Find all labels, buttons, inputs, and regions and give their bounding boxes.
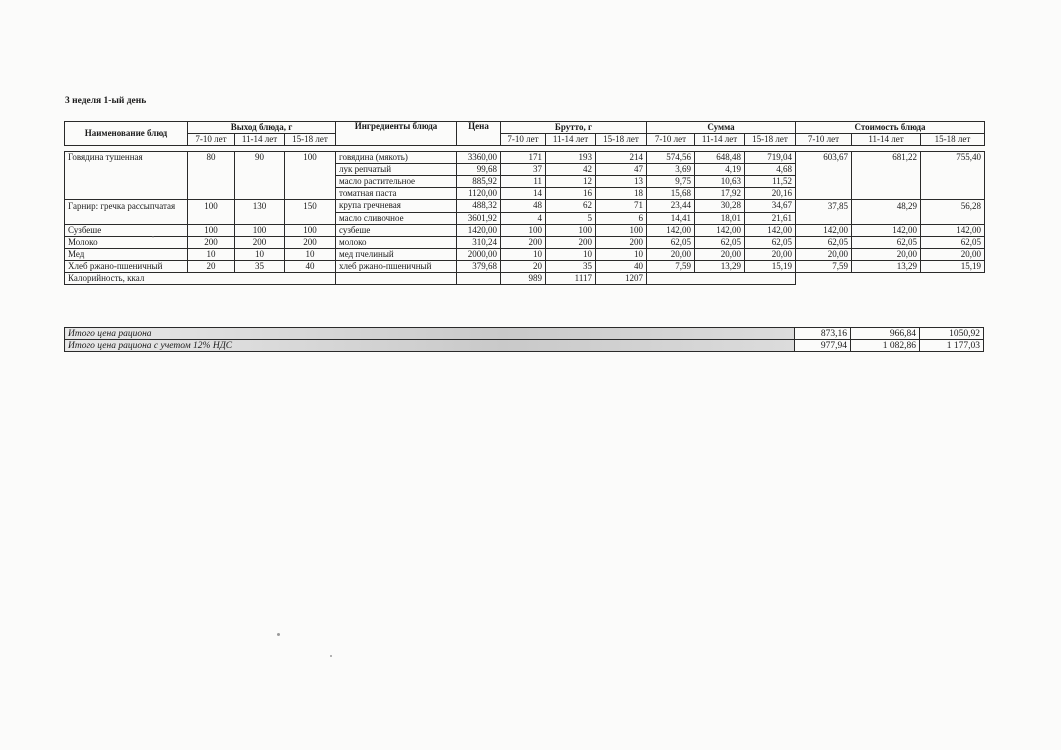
sum-cell: 10,63	[695, 176, 745, 188]
yield-cell: 100	[285, 224, 336, 236]
dish-name-cell	[65, 212, 188, 224]
age-group-header: 11-14 лет	[546, 134, 596, 146]
sum-cell: 574,56	[647, 152, 695, 164]
header-yield: Выход блюда, г	[188, 122, 336, 134]
gross-cell: 10	[546, 248, 596, 260]
age-group-header: 11-14 лет	[695, 134, 745, 146]
header-price: Цена	[457, 122, 501, 146]
gross-cell: 200	[501, 236, 546, 248]
yield-cell: 150	[285, 200, 336, 213]
sum-cell: 4,19	[695, 164, 745, 176]
age-group-header: 11-14 лет	[852, 134, 921, 146]
price-cell: 379,68	[457, 260, 501, 272]
cost-cell	[796, 176, 852, 188]
gross-cell: 12	[546, 176, 596, 188]
price-cell: 99,68	[457, 164, 501, 176]
gross-cell: 4	[501, 212, 546, 224]
yield-cell	[235, 164, 285, 176]
calories-value: 989	[501, 272, 546, 284]
header-sum: Сумма	[647, 122, 796, 134]
gross-cell: 14	[501, 188, 546, 200]
gross-cell: 200	[546, 236, 596, 248]
total-value: 966,84	[851, 328, 920, 340]
total-value: 1 177,03	[920, 340, 984, 352]
calories-empty-cell	[796, 272, 985, 284]
yield-cell	[235, 188, 285, 200]
gross-cell: 193	[546, 152, 596, 164]
total-value: 1050,92	[920, 328, 984, 340]
dish-name-cell	[65, 176, 188, 188]
age-group-header: 15-18 лет	[921, 134, 985, 146]
sum-cell: 21,61	[745, 212, 796, 224]
ingredient-cell: масло сливочное	[336, 212, 457, 224]
cost-cell: 13,29	[852, 260, 921, 272]
yield-cell	[235, 176, 285, 188]
sum-cell: 9,75	[647, 176, 695, 188]
yield-cell: 20	[188, 260, 235, 272]
total-row	[65, 328, 984, 340]
price-cell: 310,24	[457, 236, 501, 248]
yield-cell: 100	[235, 224, 285, 236]
gross-cell: 214	[596, 152, 647, 164]
yield-cell: 100	[188, 224, 235, 236]
dish-name-cell	[65, 188, 188, 200]
gross-cell: 11	[501, 176, 546, 188]
cost-cell: 142,00	[921, 224, 985, 236]
table-row	[65, 248, 985, 260]
total-label: Итого цена рациона с учетом 12% НДС	[65, 340, 795, 352]
calories-empty-cell	[647, 272, 796, 284]
age-group-header: 15-18 лет	[745, 134, 796, 146]
yield-cell	[285, 188, 336, 200]
cost-cell: 62,05	[852, 236, 921, 248]
cost-cell	[796, 164, 852, 176]
sum-cell: 17,92	[695, 188, 745, 200]
cost-cell	[921, 188, 985, 200]
gross-cell: 42	[546, 164, 596, 176]
cost-cell: 48,29	[852, 200, 921, 213]
total-label: Итого цена рациона	[65, 328, 795, 340]
sum-cell: 4,68	[745, 164, 796, 176]
gross-cell: 71	[596, 200, 647, 213]
gross-cell: 200	[596, 236, 647, 248]
age-group-header: 7-10 лет	[501, 134, 546, 146]
sum-cell: 62,05	[745, 236, 796, 248]
cost-cell: 20,00	[796, 248, 852, 260]
cost-cell: 142,00	[852, 224, 921, 236]
total-value: 1 082,86	[851, 340, 920, 352]
cost-cell	[852, 176, 921, 188]
table-row	[65, 188, 985, 200]
gross-cell: 35	[546, 260, 596, 272]
ingredient-cell: молоко	[336, 236, 457, 248]
table-row	[65, 200, 985, 213]
sum-cell: 142,00	[745, 224, 796, 236]
age-group-header: 7-10 лет	[796, 134, 852, 146]
ingredient-cell: масло растительное	[336, 176, 457, 188]
gross-cell: 13	[596, 176, 647, 188]
total-value: 977,94	[795, 340, 851, 352]
ingredient-cell: говядина (мякоть)	[336, 152, 457, 164]
age-group-header: 11-14 лет	[235, 134, 285, 146]
age-group-header: 7-10 лет	[647, 134, 695, 146]
total-row	[65, 340, 984, 352]
age-group-header: 7-10 лет	[188, 134, 235, 146]
gross-cell: 6	[596, 212, 647, 224]
yield-cell: 130	[235, 200, 285, 213]
table-row	[65, 176, 985, 188]
menu-table	[64, 121, 985, 285]
header-ingredients: Ингредиенты блюда	[336, 122, 457, 146]
sum-cell: 30,28	[695, 200, 745, 213]
sum-cell: 20,00	[647, 248, 695, 260]
yield-cell	[188, 212, 235, 224]
sum-cell: 11,52	[745, 176, 796, 188]
cost-cell: 15,19	[921, 260, 985, 272]
sum-cell: 3,69	[647, 164, 695, 176]
sum-cell: 62,05	[647, 236, 695, 248]
cost-cell: 56,28	[921, 200, 985, 213]
cost-cell	[796, 188, 852, 200]
scan-speck	[330, 655, 332, 657]
gross-cell: 100	[596, 224, 647, 236]
dish-name-cell: Сузбеше	[65, 224, 188, 236]
cost-cell	[852, 164, 921, 176]
sum-cell: 20,00	[745, 248, 796, 260]
age-group-header: 15-18 лет	[285, 134, 336, 146]
yield-cell: 10	[188, 248, 235, 260]
cost-cell	[921, 176, 985, 188]
table-row	[65, 164, 985, 176]
calories-empty-cell	[336, 272, 457, 284]
gross-cell: 48	[501, 200, 546, 213]
gross-cell: 40	[596, 260, 647, 272]
gross-cell: 100	[501, 224, 546, 236]
calories-label: Калорийность, ккал	[65, 272, 336, 284]
calories-empty-cell	[457, 272, 501, 284]
gross-cell: 16	[546, 188, 596, 200]
table-row	[65, 260, 985, 272]
sum-cell: 34,67	[745, 200, 796, 213]
menu-body	[65, 152, 985, 285]
gross-cell: 47	[596, 164, 647, 176]
total-value: 873,16	[795, 328, 851, 340]
price-cell: 1120,00	[457, 188, 501, 200]
sum-cell: 23,44	[647, 200, 695, 213]
cost-cell: 142,00	[796, 224, 852, 236]
ingredient-cell: томатная паста	[336, 188, 457, 200]
cost-cell: 755,40	[921, 152, 985, 164]
yield-cell	[235, 212, 285, 224]
sum-cell: 62,05	[695, 236, 745, 248]
cost-cell: 20,00	[852, 248, 921, 260]
gross-cell: 10	[596, 248, 647, 260]
yield-cell	[285, 176, 336, 188]
gross-cell: 62	[546, 200, 596, 213]
yield-cell: 40	[285, 260, 336, 272]
ingredient-cell: лук репчатый	[336, 164, 457, 176]
sum-cell: 142,00	[647, 224, 695, 236]
ingredient-cell: мед пчелиный	[336, 248, 457, 260]
ingredient-cell: крупа гречневая	[336, 200, 457, 213]
yield-cell	[188, 188, 235, 200]
sum-cell: 15,19	[745, 260, 796, 272]
sum-cell: 719,04	[745, 152, 796, 164]
cost-cell: 62,05	[921, 236, 985, 248]
gross-cell: 18	[596, 188, 647, 200]
sum-cell: 20,16	[745, 188, 796, 200]
page-title: 3 неделя 1-ый день	[65, 96, 147, 106]
price-cell: 885,92	[457, 176, 501, 188]
cost-cell: 62,05	[796, 236, 852, 248]
yield-cell: 10	[235, 248, 285, 260]
gross-cell: 5	[546, 212, 596, 224]
price-cell: 488,32	[457, 200, 501, 213]
sum-cell: 18,01	[695, 212, 745, 224]
gross-cell: 100	[546, 224, 596, 236]
cost-cell: 7,59	[796, 260, 852, 272]
scan-speck	[152, 236, 154, 238]
price-cell: 3601,92	[457, 212, 501, 224]
gross-cell: 10	[501, 248, 546, 260]
dish-name-cell: Молоко	[65, 236, 188, 248]
yield-cell	[188, 164, 235, 176]
ingredient-cell: хлеб ржано-пшеничный	[336, 260, 457, 272]
yield-cell: 80	[188, 152, 235, 164]
price-cell: 3360,00	[457, 152, 501, 164]
cost-cell	[921, 212, 985, 224]
table-row	[65, 212, 985, 224]
gross-cell: 20	[501, 260, 546, 272]
cost-cell	[852, 212, 921, 224]
calories-value: 1117	[546, 272, 596, 284]
yield-cell: 200	[235, 236, 285, 248]
sum-cell: 13,29	[695, 260, 745, 272]
scan-speck	[277, 633, 280, 636]
table-row	[65, 224, 985, 236]
yield-cell: 200	[285, 236, 336, 248]
yield-cell: 100	[285, 152, 336, 164]
yield-cell: 90	[235, 152, 285, 164]
calories-row	[65, 272, 985, 284]
cost-cell: 681,22	[852, 152, 921, 164]
totals-table	[64, 327, 984, 352]
sum-cell: 14,41	[647, 212, 695, 224]
dish-name-cell	[65, 164, 188, 176]
dish-name-cell: Хлеб ржано-пшеничный	[65, 260, 188, 272]
sum-cell: 648,48	[695, 152, 745, 164]
ingredient-cell: сузбеше	[336, 224, 457, 236]
cost-cell	[852, 188, 921, 200]
cost-cell	[796, 212, 852, 224]
dish-name-cell: Говядина тушенная	[65, 152, 188, 164]
gross-cell: 171	[501, 152, 546, 164]
dish-name-cell: Мед	[65, 248, 188, 260]
dish-name-cell: Гарнир: гречка рассыпчатая	[65, 200, 188, 213]
yield-cell	[285, 164, 336, 176]
table-row	[65, 236, 985, 248]
yield-cell: 10	[285, 248, 336, 260]
price-cell: 2000,00	[457, 248, 501, 260]
cost-cell: 603,67	[796, 152, 852, 164]
header-cost: Стоимость блюда	[796, 122, 985, 134]
age-group-header: 15-18 лет	[596, 134, 647, 146]
header-dish-name: Наименование блюд	[65, 122, 188, 146]
yield-cell: 100	[188, 200, 235, 213]
sum-cell: 7,59	[647, 260, 695, 272]
sum-cell: 20,00	[695, 248, 745, 260]
table-row	[65, 152, 985, 164]
cost-cell	[921, 164, 985, 176]
yield-cell	[285, 212, 336, 224]
cost-cell: 20,00	[921, 248, 985, 260]
price-cell: 1420,00	[457, 224, 501, 236]
header-gross: Брутто, г	[501, 122, 647, 134]
yield-cell: 35	[235, 260, 285, 272]
yield-cell	[188, 176, 235, 188]
yield-cell: 200	[188, 236, 235, 248]
calories-value: 1207	[596, 272, 647, 284]
gross-cell: 37	[501, 164, 546, 176]
cost-cell: 37,85	[796, 200, 852, 213]
sum-cell: 142,00	[695, 224, 745, 236]
sum-cell: 15,68	[647, 188, 695, 200]
